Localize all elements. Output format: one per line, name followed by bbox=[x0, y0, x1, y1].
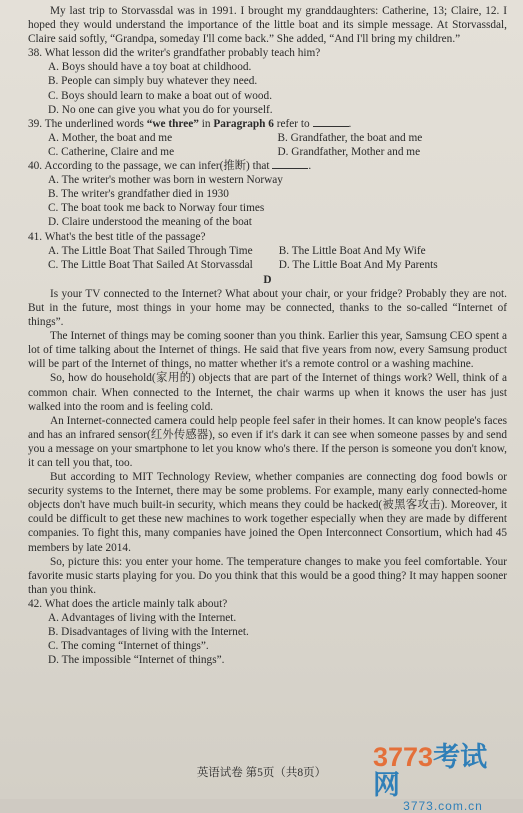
option-d: D. Claire understood the meaning of the boat bbox=[48, 216, 252, 229]
option-a: A. Mother, the boat and me bbox=[48, 131, 173, 144]
option-b: B. The writer's grandfather died in 1930 bbox=[48, 188, 229, 201]
option-c: C. The boat took me back to Norway four times bbox=[48, 202, 265, 215]
answer-blank bbox=[313, 126, 349, 127]
options-row bbox=[48, 131, 507, 145]
page-footer: 英语试卷 第5页（共8页） bbox=[196, 767, 327, 779]
option-a: A. Boys should have a toy boat at childhood. bbox=[48, 61, 252, 74]
intro-paragraph: My last trip to Storvassdal was in 1991. I brought my granddaughters: Catherine, 13; Claire, 12. I hoped they would understand the importance of the little boat and its simple message. At Storvassdal, Claire said softly, “Grandpa, someday I'll come back.” She added, “And I'll bring my children.” bbox=[28, 5, 507, 46]
section-title: D bbox=[263, 273, 272, 286]
watermark-logo-text: 考试网 bbox=[373, 742, 488, 800]
option-a: A. The writer's mother was born in western Norway bbox=[48, 174, 283, 187]
question-stem: 39. The underlined words “we three” in Paragraph 6 refer to . bbox=[28, 117, 352, 130]
question-39 bbox=[28, 117, 507, 159]
option-a: A. Advantages of living with the Internet. bbox=[48, 612, 237, 625]
paragraph-ref: Paragraph 6 bbox=[213, 117, 274, 130]
underlined-words: “we three” bbox=[146, 117, 199, 130]
passage-paragraph: The Internet of things may be coming sooner than you think. Earlier this year, Samsung CEO spent a lot of time talking about the Internet of things. He said that five years from now, every Samsung product will be part of the Internet of things, no matter whether it's a remote control or a washing machine. bbox=[28, 330, 507, 371]
passage-paragraph: But according to MIT Technology Review, whether companies are connecting dog food bowls or security systems to the Internet, there may be some problems. For example, many early connected-home objects don't have much built-in security, which means they could be hacked(被黑客攻击). Moreover, it could be difficult to get these new machines to work together especially when they are made by different companies. To fight this, many companies have joined the Open Interconnect Consortium, which had 45 members by late 2014. bbox=[28, 471, 507, 554]
watermark-url: 3773.com.cn bbox=[403, 799, 483, 813]
passage-paragraph: So, picture this: you enter your home. The temperature changes to make you feel comfortable. Your favorite music starts playing for you. Do you think that this would be a good thing? It may happen sooner than you think. bbox=[28, 555, 507, 596]
question-stem: 41. What's the best title of the passage? bbox=[28, 230, 206, 243]
options-row bbox=[48, 145, 507, 159]
question-stem: 42. What does the article mainly talk about? bbox=[28, 597, 228, 610]
passage-paragraph: So, how do household(家用的) objects that are part of the Internet of things work? Well, think of a common chair. When connected to the Internet, the chair warms up when it knows the user has just walked into the room and is feeling cold. bbox=[28, 372, 507, 413]
passage-paragraph: Is your TV connected to the Internet? What about your chair, or your fridge? Probably they are not. But in the future, most things in your home may be connected, thanks to the so-called “Internet of things”. bbox=[28, 287, 507, 329]
site-watermark bbox=[373, 742, 513, 813]
stem-suffix: refer to bbox=[276, 117, 310, 130]
watermark-logo bbox=[373, 743, 513, 799]
stem-mid: in bbox=[201, 117, 211, 130]
options-row bbox=[48, 258, 507, 272]
question-40 bbox=[28, 159, 507, 229]
question-42 bbox=[28, 597, 507, 667]
stem-prefix: 40. According to the passage, we can infer(推断) that bbox=[28, 160, 270, 173]
option-d: D. Grandfather, Mother and me bbox=[277, 145, 421, 158]
stem-prefix: 39. The underlined words bbox=[28, 117, 144, 130]
option-d: D. No one can give you what you do for yourself. bbox=[48, 103, 273, 116]
question-stem: 38. What lesson did the writer's grandfather probably teach him? bbox=[28, 47, 321, 60]
options-row bbox=[48, 244, 507, 258]
option-b: B. Disadvantages of living with the Internet. bbox=[48, 626, 249, 639]
watermark-logo-number: 3773 bbox=[373, 742, 434, 772]
question-stem: 40. According to the passage, we can infer(推断) that . bbox=[28, 160, 312, 173]
passage-d bbox=[28, 287, 507, 597]
answer-blank bbox=[272, 168, 308, 169]
option-d: D. The Little Boat And My Parents bbox=[278, 258, 438, 271]
option-c: C. Boys should learn to make a boat out of wood. bbox=[48, 89, 273, 102]
option-d: D. The impossible “Internet of things”. bbox=[48, 654, 225, 667]
passage-paragraph: An Internet-connected camera could help people feel safer in their homes. It can know people's faces and has an infrared sensor(红外传感器), so even if it's dark it can see when someone passes by and send you a message on your smartphone to let you know who's there. If the person is someone you don't know, it can tell you that, too. bbox=[28, 414, 507, 469]
question-38 bbox=[28, 46, 507, 116]
option-b: B. People can simply buy whatever they need. bbox=[48, 75, 258, 88]
option-c: C. The coming “Internet of things”. bbox=[48, 640, 209, 653]
option-b: B. The Little Boat And My Wife bbox=[278, 244, 426, 257]
question-41 bbox=[28, 230, 507, 272]
option-c: C. The Little Boat That Sailed At Storvassdal bbox=[48, 258, 253, 271]
option-a: A. The Little Boat That Sailed Through Time bbox=[48, 244, 253, 257]
option-b: B. Grandfather, the boat and me bbox=[277, 131, 423, 144]
option-c: C. Catherine, Claire and me bbox=[48, 145, 175, 158]
